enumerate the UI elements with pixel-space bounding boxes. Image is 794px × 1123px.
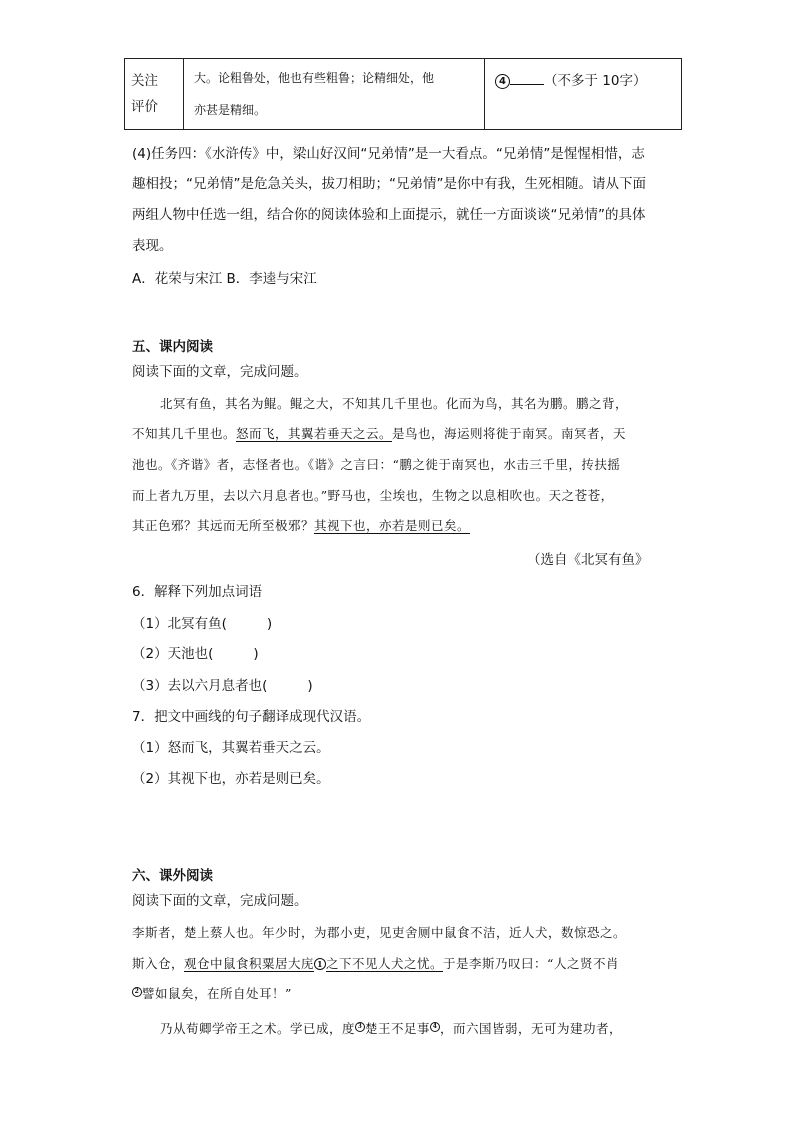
- footnote-marker-1: 1: [314, 958, 326, 970]
- question6-3: [132, 674, 313, 694]
- footnote-marker-2: 2: [132, 987, 142, 997]
- underlined-sentence-3a: 观仓中鼠食积粟居大庑: [184, 956, 315, 971]
- passage-source: （选自《北冥有鱼》: [527, 552, 649, 568]
- passage1-line3: 池也。《齐谐》者，志怪者也。《谐》之言曰：“鹏之徙于南冥也，水击三千里，抟扶摇: [132, 457, 621, 472]
- section6-title: 六、课外阅读: [132, 868, 213, 884]
- answer-blank[interactable]: [510, 72, 544, 85]
- footnote-marker-4: 4: [430, 1022, 440, 1032]
- passage2-line2: [132, 954, 619, 972]
- evaluation-table: [124, 58, 682, 130]
- passage1-line2-b: 是鸟也，海运则将徙于南冥。南冥者，天: [392, 426, 627, 441]
- passage2-line3: [132, 984, 292, 1002]
- passage2-line2-b: 于是李斯乃叹曰：“人之贤不肖: [443, 956, 619, 971]
- question6-1-close: ): [266, 616, 273, 632]
- question6-2: [132, 642, 259, 662]
- footnote-marker-3: 3: [355, 1022, 365, 1032]
- passage2-line2-a: 斯入仓，: [132, 956, 185, 971]
- passage2-line3-text: 譬如鼠矣，在所自处耳！”: [142, 986, 292, 1001]
- passage2-line4-b: 楚王不足事: [365, 1021, 431, 1036]
- table-answer: [495, 71, 681, 91]
- passage1-line2: [132, 424, 626, 442]
- table-content-line2: 亦甚是精细。: [194, 103, 267, 117]
- task4-line4: 表现。: [132, 238, 173, 254]
- task4-line2: 趣相投；“兄弟情”是危急关头，拔刀相助；“兄弟情”是你中有我，生死相随。请从下面: [132, 176, 646, 192]
- question6-3-label: （3）去以六月息者也(: [132, 678, 268, 694]
- section5-instruction: 阅读下面的文章，完成问题。: [132, 364, 308, 380]
- table-label-cell: [125, 59, 184, 130]
- circled-number-4: 4: [495, 74, 510, 89]
- passage1-line5-a: 其正色邪？其远而无所至极邪？: [132, 518, 315, 533]
- question7-1: （1）怒而飞，其翼若垂天之云。: [132, 740, 330, 756]
- passage2-line4: [160, 1019, 622, 1037]
- passage2-line4-a: 乃从荀卿学帝王之术。学已成，度: [160, 1021, 356, 1036]
- table-label-line1: 关注: [131, 73, 158, 89]
- underlined-sentence-3b: 之下不见人犬之忧。: [326, 956, 444, 971]
- underlined-sentence-2: 其视下也，亦若是则已矣。: [314, 518, 471, 533]
- passage1-line5: [132, 516, 470, 534]
- question6: 6．解释下列加点词语: [132, 584, 263, 600]
- passage1-line2-a: 不知其几千里也。: [132, 426, 237, 441]
- task4-line1: (4)任务四：《水浒传》中，梁山好汉间“兄弟情”是一大看点。“兄弟情”是惺惺相惜，志: [132, 146, 645, 162]
- table-content-cell: [184, 59, 485, 130]
- table-label-line2: 评价: [131, 99, 158, 115]
- underlined-sentence-1: 怒而飞，其翼若垂天之云。: [236, 426, 393, 441]
- section5-title: 五、课内阅读: [132, 339, 213, 355]
- passage1-line1: 北冥有鱼，其名为鲲。鲲之大，不知其几千里也。化而为鸟，其名为鹏。鹏之背，: [160, 396, 629, 411]
- task4-line3: 两组人物中任选一组，结合你的阅读体验和上面提示，就任一方面谈谈“兄弟情”的具体: [132, 207, 646, 223]
- table-answer-cell: [485, 59, 682, 130]
- question7-2: （2）其视下也，亦若是则已矣。: [132, 771, 330, 787]
- question7: 7．把文中画线的句子翻译成现代汉语。: [132, 709, 371, 725]
- answer-note: （不多于 10字）: [544, 73, 647, 89]
- passage2-line4-c: ，而六国皆弱，无可为建功者，: [440, 1021, 623, 1036]
- question6-2-close: ): [253, 646, 259, 662]
- question6-2-label: （2）天池也(: [132, 646, 214, 662]
- question6-1-label: （1）北冥有鱼(: [132, 616, 227, 632]
- passage1-line4: 而上者九万里，去以六月息者也。”野马也，尘埃也，生物之以息相吹也。天之苍苍，: [132, 488, 614, 503]
- task4-options: A．花荣与宋江 B．李逵与宋江: [132, 271, 317, 287]
- section6-instruction: 阅读下面的文章，完成问题。: [132, 893, 308, 909]
- question6-1: [132, 612, 272, 632]
- question6-3-close: ): [307, 678, 313, 694]
- passage2-line1: 李斯者，楚上蔡人也。年少时，为郡小吏，见吏舍厕中鼠食不洁，近人犬，数惊恐之。: [132, 925, 627, 940]
- table-content-line1: 大。论粗鲁处，他也有些粗鲁；论精细处，他: [194, 71, 435, 85]
